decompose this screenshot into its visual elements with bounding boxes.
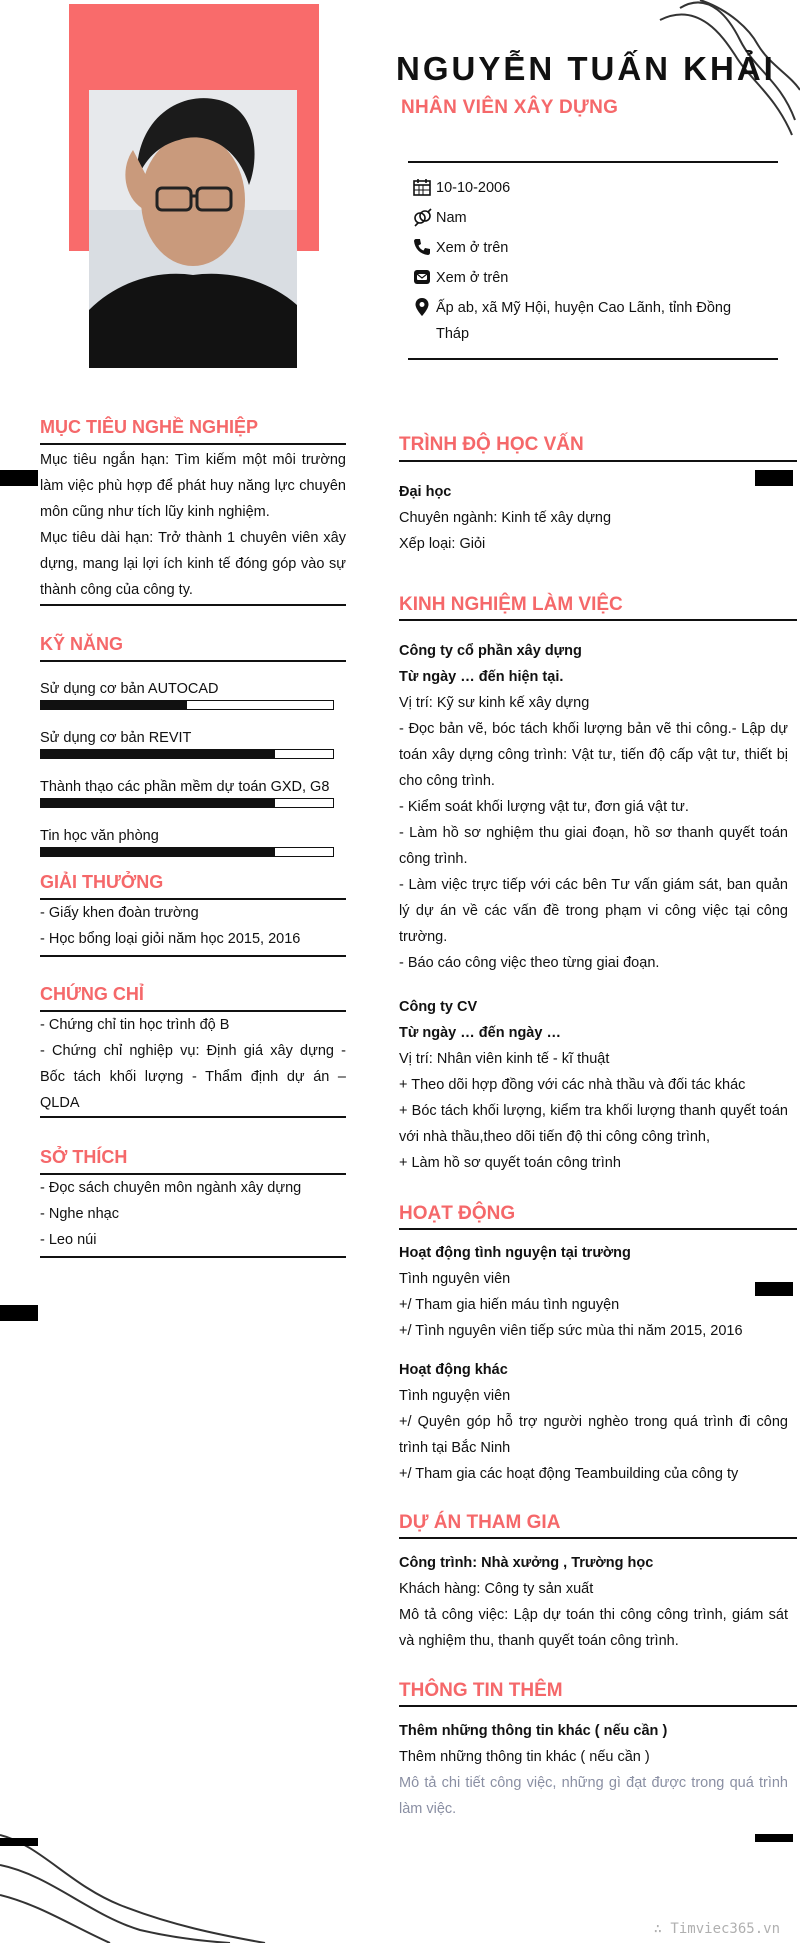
experience-job-1	[399, 638, 788, 976]
objective-long-term: Mục tiêu dài hạn: Trở thành 1 chuyên viên xây dựng, mang lại lợi ích kinh tế đóng góp vào sự thành công của công ty.	[40, 530, 346, 598]
activity-group-1	[399, 1240, 788, 1344]
activity-item: +/ Tình nguyên viên tiếp sức mùa thi năm 2015, 2016	[399, 1323, 743, 1339]
certificates-title: CHỨNG CHỈ	[40, 984, 144, 1004]
contact-birthdate	[412, 175, 756, 201]
extra-hint: Mô tả chi tiết công việc, những gì đạt được trong quá trình làm việc.	[399, 1775, 788, 1817]
awards-list	[40, 900, 346, 952]
divider	[399, 460, 797, 462]
skill-bar	[40, 749, 334, 759]
skill-bar-fill	[41, 701, 187, 709]
contact-info-box	[408, 161, 778, 360]
company-name: Công ty cổ phần xây dựng	[399, 643, 582, 659]
job-task: + Bóc tách khối lượng, kiểm tra khối lượng thanh quyết toán với nhà thầu,theo dõi tiến độ thi công công trình,	[399, 1103, 788, 1145]
project-client: Khách hàng: Công ty sản xuất	[399, 1581, 594, 1597]
extra-info-title: THÔNG TIN THÊM	[399, 1680, 563, 1701]
experience-title: KINH NGHIỆM LÀM VIỆC	[399, 594, 623, 615]
skill-bar-fill	[41, 848, 275, 856]
watermark: ∴ Timviec365.vn	[653, 1921, 780, 1937]
job-position: Vị trí: Kỹ sư kinh kế xây dựng	[399, 695, 590, 711]
job-task: + Làm hồ sơ quyết toán công trình	[399, 1155, 621, 1171]
marker-tab	[755, 1834, 793, 1842]
skill-label: Sử dụng cơ bản AUTOCAD	[40, 681, 219, 697]
hobbies-list	[40, 1175, 346, 1253]
job-task: - Kiểm soát khối lượng vật tư, đơn giá vật tư.	[399, 799, 689, 815]
phone-text: Xem ở trên	[436, 240, 509, 256]
hobby-item: - Nghe nhạc	[40, 1206, 119, 1222]
decorative-lines-bottom	[0, 1825, 280, 1943]
education-grade: Xếp loại: Giỏi	[399, 536, 486, 552]
awards-title: GIẢI THƯỞNG	[40, 872, 164, 892]
certificate-item: - Chứng chỉ tin học trình độ B	[40, 1017, 230, 1033]
marker-tab	[0, 1305, 38, 1321]
divider	[40, 1116, 346, 1118]
activity-item: +/ Tham gia hiến máu tình nguyện	[399, 1297, 620, 1313]
email-text: Xem ở trên	[436, 270, 509, 286]
divider	[40, 660, 346, 662]
activity-role: Tình nguyện viên	[399, 1388, 511, 1404]
divider	[40, 1256, 346, 1258]
divider	[399, 1537, 797, 1539]
activity-item: +/ Quyên góp hỗ trợ người nghèo trong quá trình đi công trình tại Bắc Ninh	[399, 1414, 788, 1456]
skill-label: Thành thạo các phần mềm dự toán GXD, G8	[40, 779, 330, 795]
marker-tab	[0, 1838, 38, 1846]
location-icon	[412, 297, 434, 319]
marker-tab	[0, 470, 38, 486]
award-item: - Học bổng loại giỏi năm học 2015, 2016	[40, 931, 301, 947]
calendar-icon	[412, 177, 434, 199]
skill-bar	[40, 798, 334, 808]
gender-text: Nam	[436, 210, 467, 226]
divider	[399, 1228, 797, 1230]
contact-email	[412, 265, 756, 291]
skill-bar	[40, 847, 334, 857]
activities-title: HOẠT ĐỘNG	[399, 1203, 516, 1224]
project-name: Công trình: Nhà xưởng , Trường học	[399, 1555, 654, 1571]
activity-group-2	[399, 1357, 788, 1487]
skills-title: KỸ NĂNG	[40, 634, 124, 654]
contact-address	[412, 295, 756, 347]
activity-name: Hoạt động tình nguyện tại trường	[399, 1245, 631, 1261]
activity-role: Tình nguyên viên	[399, 1271, 511, 1287]
gender-icon	[412, 207, 434, 229]
job-task: - Đọc bản vẽ, bóc tách khối lượng bản vẽ thi công.- Lập dự toán xây dựng công trình: Vật tư, tiến độ cấp vật tư, thiết bị cho công trình.	[399, 721, 788, 789]
divider	[399, 619, 797, 621]
education-level: Đại học	[399, 484, 452, 500]
job-task: - Làm hồ sơ nghiệm thu giai đoạn, hồ sơ thanh quyết toán công trình.	[399, 825, 788, 867]
job-position: Vị trí: Nhân viên kinh tế - kĩ thuật	[399, 1051, 610, 1067]
education-major: Chuyên ngành: Kinh tế xây dựng	[399, 510, 612, 526]
skill-bar	[40, 700, 334, 710]
profile-photo	[89, 90, 297, 368]
skill-label: Sử dụng cơ bản REVIT	[40, 730, 192, 746]
job-task: - Làm việc trực tiếp với các bên Tư vấn giám sát, ban quản lý dự án về các vấn đề trong phạm vi công việc tại công trường.	[399, 877, 788, 945]
job-task: - Báo cáo công việc theo từng giai đoạn.	[399, 955, 660, 971]
job-period: Từ ngày … đến ngày …	[399, 1025, 561, 1041]
objective-title: MỤC TIÊU NGHỀ NGHIỆP	[40, 417, 259, 437]
extra-line: Thêm những thông tin khác ( nếu cần )	[399, 1749, 650, 1765]
extra-info-section	[399, 1718, 788, 1822]
education-section	[399, 479, 789, 557]
divider	[40, 955, 346, 957]
candidate-name: NGUYỄN TUẤN KHẢI	[396, 50, 776, 87]
activity-name: Hoạt động khác	[399, 1362, 508, 1378]
skill-bar-fill	[41, 750, 275, 758]
certificate-item: - Chứng chỉ nghiệp vụ: Định giá xây dựng - Bốc tách khối lượng - Thẩm định dự án – QLDA	[40, 1043, 346, 1111]
education-title: TRÌNH ĐỘ HỌC VẤN	[399, 434, 584, 455]
activity-item: +/ Tham gia các hoạt động Teambuilding của công ty	[399, 1466, 739, 1482]
avatar	[89, 90, 297, 368]
award-item: - Giấy khen đoàn trường	[40, 905, 199, 921]
contact-phone	[412, 235, 756, 261]
objective-section	[40, 447, 346, 603]
projects-section	[399, 1550, 788, 1654]
divider	[40, 443, 346, 445]
divider	[399, 1705, 797, 1707]
job-title: NHÂN VIÊN XÂY DỰNG	[401, 97, 619, 118]
certificates-list	[40, 1012, 346, 1116]
contact-gender	[412, 205, 756, 231]
job-period: Từ ngày … đến hiện tại.	[399, 669, 564, 685]
address-text: Ấp ab, xã Mỹ Hội, huyện Cao Lãnh, tỉnh Đồng Tháp	[436, 300, 732, 342]
company-name: Công ty CV	[399, 999, 478, 1015]
projects-title: DỰ ÁN THAM GIA	[399, 1512, 561, 1533]
watermark-text: Timviec365.vn	[670, 1921, 780, 1937]
skill-label: Tin học văn phòng	[40, 828, 159, 844]
phone-icon	[412, 237, 434, 259]
email-icon	[412, 267, 434, 289]
extra-heading: Thêm những thông tin khác ( nếu cần )	[399, 1723, 668, 1739]
hobbies-title: SỞ THÍCH	[40, 1147, 128, 1167]
divider	[40, 604, 346, 606]
job-task: + Theo dõi hợp đồng với các nhà thầu và đối tác khác	[399, 1077, 746, 1093]
hobby-item: - Đọc sách chuyên môn ngành xây dựng	[40, 1180, 302, 1196]
experience-job-2	[399, 994, 788, 1176]
objective-short-term: Mục tiêu ngắn hạn: Tìm kiếm một môi trường làm việc phù hợp để phát huy năng lực chuyên môn cũng như tích lũy kinh nghiệm.	[40, 452, 346, 520]
project-description: Mô tả công việc: Lập dự toán thi công công trình, giám sát và nghiệm thu, thanh quyết toán công trình.	[399, 1607, 788, 1649]
birthdate-text: 10-10-2006	[436, 180, 511, 196]
skill-bar-fill	[41, 799, 275, 807]
hobby-item: - Leo núi	[40, 1232, 97, 1248]
